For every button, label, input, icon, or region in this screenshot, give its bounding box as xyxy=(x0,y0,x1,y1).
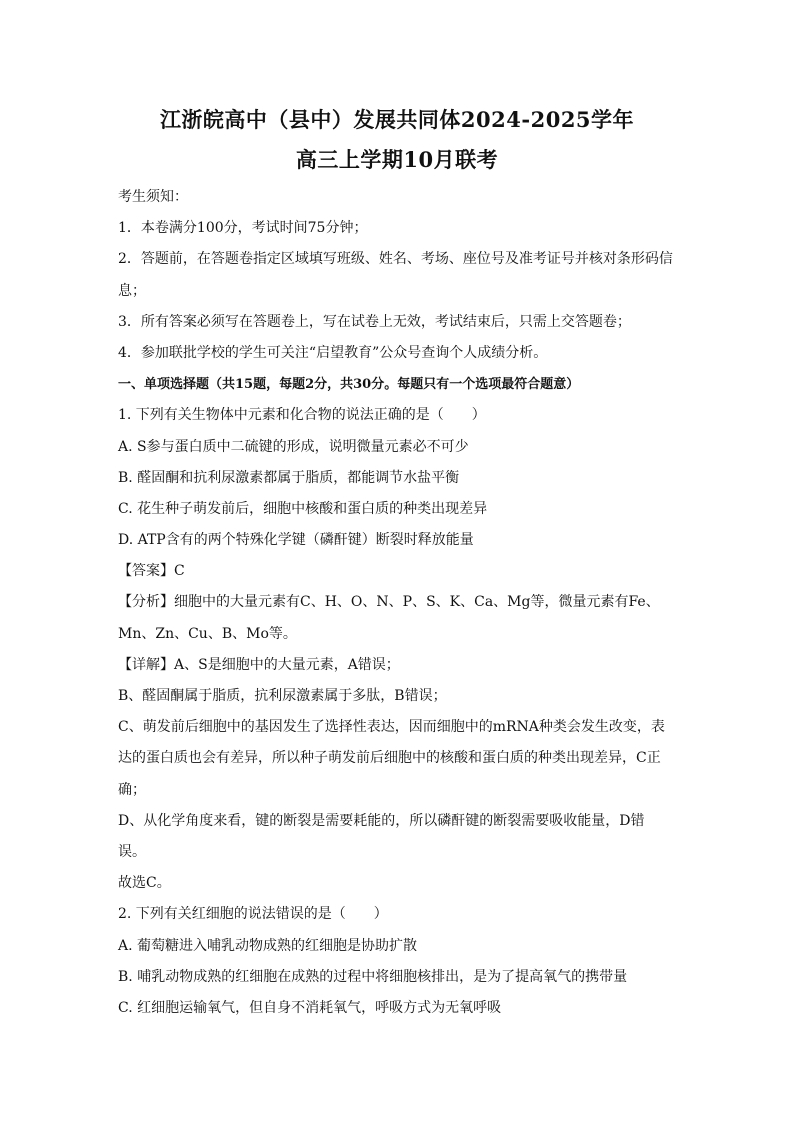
q1-detail-1: 【详解】A、S是细胞中的大量元素，A错误； xyxy=(118,656,400,673)
q1-option-b: B. 醛固酮和抗利尿激素都属于脂质，都能调节水盐平衡 xyxy=(118,469,460,486)
q1-analysis-1: 【分析】细胞中的大量元素有C、H、O、N、P、S、K、Ca、Mg等，微量元素有Fe、 xyxy=(118,594,660,611)
q2-stem: 2. 下列有关红细胞的说法错误的是（ ） xyxy=(118,906,388,923)
q2-option-b: B. 哺乳动物成熟的红细胞在成熟的过程中将细胞核排出，是为了提高氧气的携带量 xyxy=(118,968,628,985)
q1-option-d: D. ATP含有的两个特殊化学键（磷酐键）断裂时释放能量 xyxy=(118,532,474,549)
q1-analysis-2: Mn、Zn、Cu、B、Mo等。 xyxy=(118,625,297,642)
q1-option-c: C. 花生种子萌发前后，细胞中核酸和蛋白质的种类出现差异 xyxy=(118,500,488,517)
q1-stem: 1. 下列有关生物体中元素和化合物的说法正确的是（ ） xyxy=(118,407,486,424)
q1-detail-7: 误。 xyxy=(118,843,146,860)
q1-conclusion: 故选C。 xyxy=(118,875,171,892)
q1-detail-6: D、从化学角度来看，键的断裂是需要耗能的，所以磷酐键的断裂需要吸收能量，D错 xyxy=(118,812,645,829)
notice-item-1: 1．本卷满分100分，考试时间75分钟； xyxy=(118,220,368,237)
q1-answer: 【答案】C xyxy=(118,563,185,580)
q1-detail-5: 确； xyxy=(118,781,146,798)
exam-body xyxy=(118,182,686,1024)
q1-detail-3: C、萌发前后细胞中的基因发生了选择性表达，因而细胞中的mRNA种类会发生改变，表 xyxy=(118,719,665,736)
q2-option-c: C. 红细胞运输氧气，但自身不消耗氧气，呼吸方式为无氧呼吸 xyxy=(118,999,502,1016)
q1-option-a: A. S参与蛋白质中二硫键的形成，说明微量元素必不可少 xyxy=(118,438,469,455)
notice-heading: 考生须知： xyxy=(118,189,188,205)
q1-detail-4: 达的蛋白质也会有差异，所以种子萌发前后细胞中的核酸和蛋白质的种类出现差异，C正 xyxy=(118,750,661,767)
section-heading: 一、单项选择题（共15题，每题2分，共30分。每题只有一个选项最符合题意） xyxy=(118,377,580,393)
notice-item-3: 3．所有答案必须写在答题卷上，写在试卷上无效，考试结束后，只需上交答题卷； xyxy=(118,313,631,330)
notice-item-2: 2．答题前，在答题卷指定区域填写班级、姓名、考场、座位号及准考证号并核对条形码信 xyxy=(118,251,673,268)
exam-title-line2: 高三上学期10月联考 xyxy=(295,147,499,172)
q1-detail-2: B、醛固酮属于脂质，抗利尿激素属于多肽，B错误； xyxy=(118,688,447,704)
exam-title-line1: 江浙皖高中（县中）发展共同体2024-2025学年 xyxy=(159,107,635,132)
notice-item-4: 4．参加联批学校的学生可关注“启望教育”公众号查询个人成绩分析。 xyxy=(118,344,548,361)
q2-option-a: A. 葡萄糖进入哺乳动物成熟的红细胞是协助扩散 xyxy=(118,937,418,954)
notice-item-2-cont: 息； xyxy=(118,282,146,299)
